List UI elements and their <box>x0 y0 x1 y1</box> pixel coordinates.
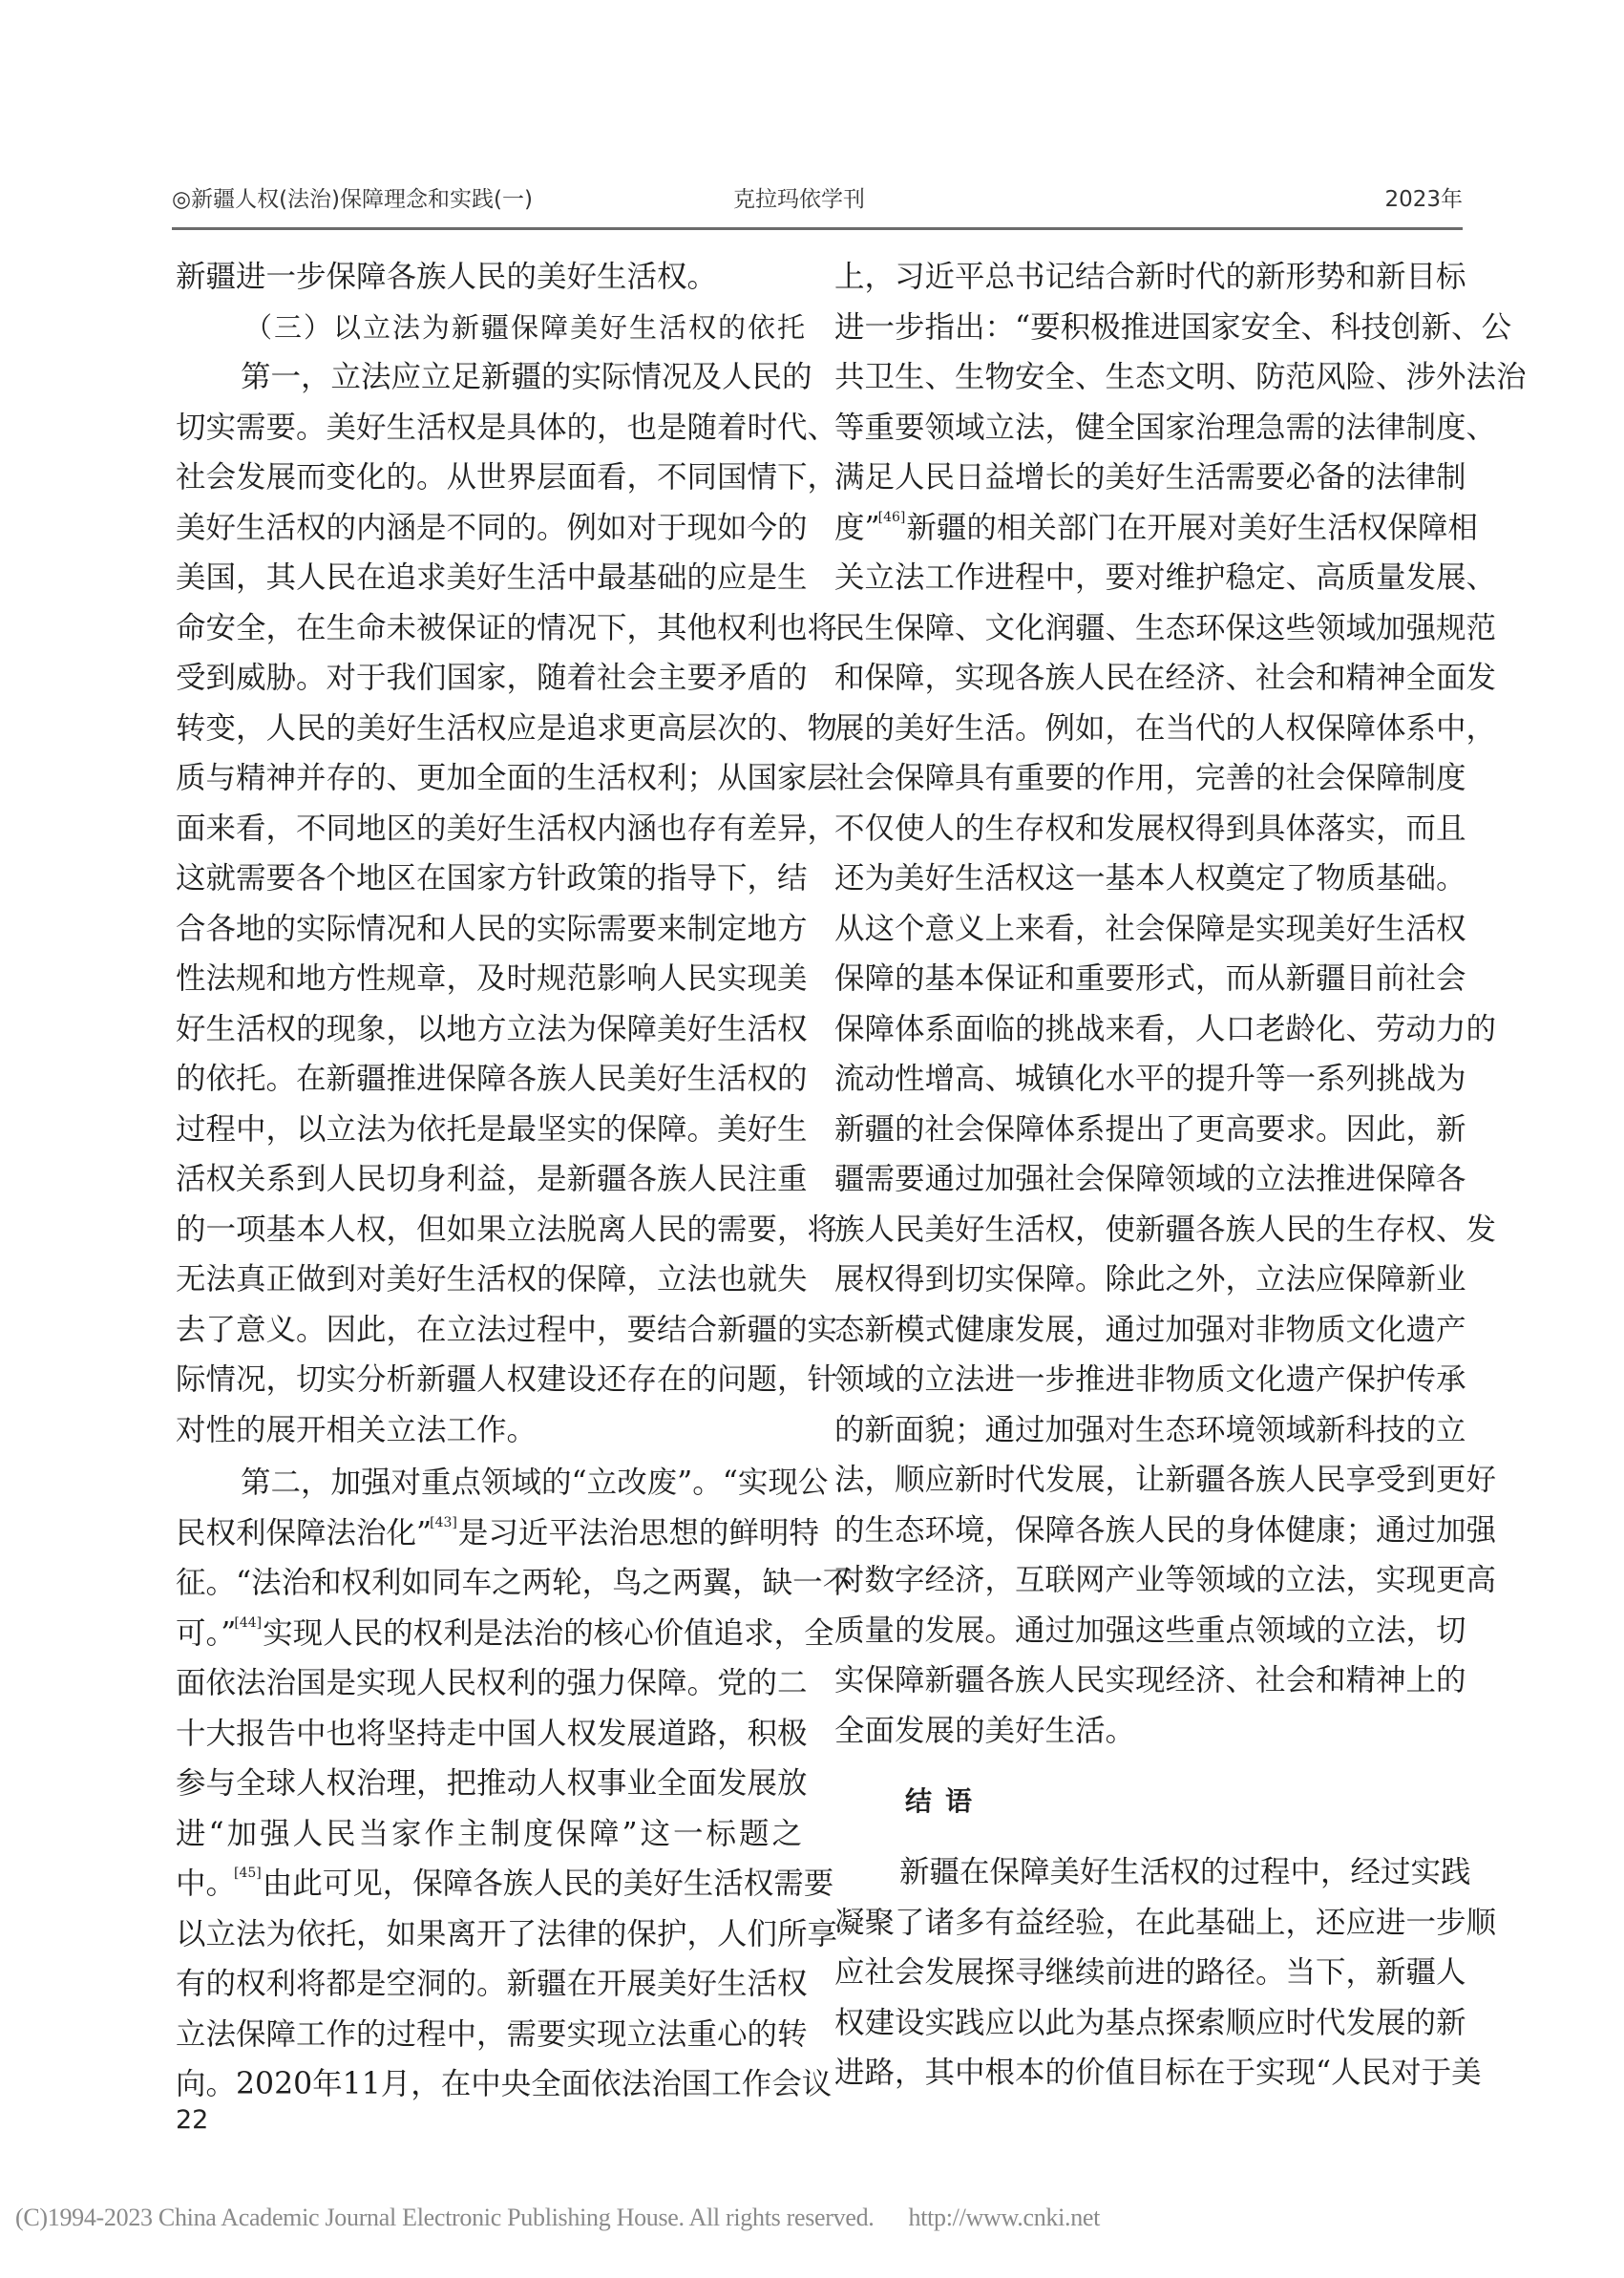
body-line: 进一步指出：“要积极推进国家安全、科技创新、公 <box>834 309 1512 345</box>
body-line: 族人民美好生活权，使新疆各族人民的生存权、发 <box>834 1212 1497 1247</box>
body-line: 对性的展开相关立法工作。 <box>176 1412 538 1447</box>
body-line: 好生活权的现象，以地方立法为保障美好生活权 <box>176 1011 808 1046</box>
citation-45[interactable]: [45] <box>234 1866 262 1881</box>
body-line: 共卫生、生物安全、生态文明、防范风险、涉外法治 <box>834 360 1527 394</box>
body-line: 面来看，不同地区的美好生活权内涵也存有差异， <box>176 811 838 846</box>
cnki-link[interactable]: http://www.cnki.net <box>908 2204 1101 2231</box>
body-line: 有的权利将都是空洞的。新疆在开展美好生活权 <box>176 1967 808 2001</box>
body-line: 疆需要通过加强社会保障领域的立法推进保障各 <box>834 1162 1466 1196</box>
body-line: 上，习近平总书记结合新时代的新形势和新目标 <box>834 260 1466 294</box>
body-line: 合各地的实际情况和人民的实际需要来制定地方 <box>176 911 808 946</box>
body-line: 命安全，在生命未被保证的情况下，其他权利也将 <box>176 610 838 645</box>
body-line: 态新模式健康发展，通过加强对非物质文化遗产 <box>834 1312 1466 1347</box>
body-line: 展权得到切实保障。除此之外，立法应保障新业 <box>834 1262 1466 1297</box>
body-line-with-citation <box>176 1859 834 1909</box>
body-line: 新疆的社会保障体系提出了更高要求。因此，新 <box>834 1111 1466 1147</box>
body-line: 第二，加强对重点领域的“立改废”。“实现公 <box>241 1466 829 1500</box>
body-line: 参与全球人权治理，把推动人权事业全面发展放 <box>176 1766 808 1801</box>
subsection-heading: （三）以立法为新疆保障美好生活权的依托 <box>244 310 808 344</box>
body-line: 去了意义。因此，在立法过程中，要结合新疆的实 <box>176 1312 838 1347</box>
body-line: 权建设实践应以此为基点探索顺应时代发展的新 <box>834 2005 1466 2040</box>
journal-name: 克拉玛依学刊 <box>733 187 865 212</box>
body-line: 全面发展的美好生活。 <box>834 1713 1136 1748</box>
publication-year: 2023年 <box>1384 187 1463 212</box>
body-line: 进“加强人民当家作主制度保障”这一标题之 <box>176 1816 802 1851</box>
body-line: 领域的立法进一步推进非物质文化遗产保护传承 <box>834 1362 1466 1397</box>
body-line: 新疆在保障美好生活权的过程中，经过实践 <box>899 1855 1471 1889</box>
header-rule <box>172 227 1463 230</box>
body-line: 从这个意义上来看，社会保障是实现美好生活权 <box>834 911 1466 946</box>
body-line: 还为美好生活权这一基本人权奠定了物质基础。 <box>834 861 1466 896</box>
right-column <box>834 252 1527 2099</box>
page-number: 22 <box>176 2105 209 2135</box>
body-line: 性法规和地方性规章，及时规范影响人民实现美 <box>176 961 808 996</box>
body-line: 的依托。在新疆推进保障各族人民美好生活权的 <box>176 1062 808 1096</box>
body-line: 向。2020年11月，在中央全面依法治国工作会议 <box>176 2067 833 2101</box>
body-line: 转变，人民的美好生活权应是追求更高层次的、物 <box>176 710 838 746</box>
body-line: 展的美好生活。例如，在当代的人权保障体系中， <box>834 710 1497 746</box>
body-line: 进路，其中根本的价值目标在于实现“人民对于美 <box>834 2056 1482 2090</box>
running-header <box>172 181 1463 216</box>
line-text: 实现人民的权利是法治的核心价值追求，全 <box>263 1615 834 1651</box>
body-line: 以立法为依托，如果离开了法律的保护，人们所享 <box>176 1916 838 1951</box>
body-line: 实保障新疆各族人民实现经济、社会和精神上的 <box>834 1663 1466 1698</box>
body-line: 和保障，实现各族人民在经济、社会和精神全面发 <box>834 661 1497 695</box>
body-line: 法，顺应新时代发展，让新疆各族人民享受到更好 <box>834 1463 1497 1497</box>
body-line: 面依法治国是实现人民权利的强力保障。党的二 <box>176 1666 808 1700</box>
body-line: 征。“法治和权利如同车之两轮，鸟之两翼，缺一不 <box>176 1566 854 1600</box>
line-text: 度” <box>834 510 880 545</box>
citation-46[interactable]: [46] <box>877 509 906 525</box>
body-line: 美好生活权的内涵是不同的。例如对于现如今的 <box>176 510 808 545</box>
copyright-notice <box>15 2204 1100 2232</box>
body-line: 保障的基本保证和重要形式，而从新疆目前社会 <box>834 961 1466 996</box>
line-text: 由此可见，保障各族人民的美好生活权需要 <box>262 1867 834 1901</box>
line-text: 民权利保障法治化” <box>176 1515 432 1550</box>
body-line: 社会发展而变化的。从世界层面看，不同国情下， <box>176 460 838 495</box>
body-line: 满足人民日益增长的美好生活需要必备的法律制 <box>834 460 1466 495</box>
body-line: 凝聚了诸多有益经验，在此基础上，还应进一步顺 <box>834 1905 1497 1940</box>
line-text: 新疆的相关部门在开展对美好生活权保障相 <box>906 510 1478 545</box>
line-text: 是习近平法治思想的鲜明特 <box>457 1515 819 1550</box>
series-title: ◎新疆人权(法治)保障理念和实践(一) <box>172 187 533 212</box>
body-line: 的一项基本人权，但如果立法脱离人民的需要，将 <box>176 1212 838 1247</box>
body-line: 美国，其人民在追求美好生活中最基础的应是生 <box>176 560 808 595</box>
body-line-with-citation <box>834 503 1478 554</box>
body-line: 受到威胁。对于我们国家，随着社会主要矛盾的 <box>176 661 808 695</box>
copyright-text: (C)1994-2023 China Academic Journal Electronic Publishing House. All rights reserved. <box>15 2204 875 2231</box>
body-line: 切实需要。美好生活权是具体的，也是随着时代、 <box>176 410 838 445</box>
body-line: 保障体系面临的挑战来看，人口老龄化、劳动力的 <box>834 1011 1497 1046</box>
body-line: 的生态环境，保障各族人民的身体健康；通过加强 <box>834 1512 1497 1548</box>
line-text: 中。 <box>176 1867 237 1901</box>
body-line: 这就需要各个地区在国家方针政策的指导下，结 <box>176 861 808 896</box>
body-line: 社会保障具有重要的作用，完善的社会保障制度 <box>834 761 1466 795</box>
line-text: 可。” <box>176 1615 237 1651</box>
body-line: 关立法工作进程中，要对维护稳定、高质量发展、 <box>834 560 1497 595</box>
body-line: 立法保障工作的过程中，需要实现立法重心的转 <box>176 2016 808 2052</box>
body-line: 际情况，切实分析新疆人权建设还存在的问题，针 <box>176 1362 838 1397</box>
body-line: 无法真正做到对美好生活权的保障，立法也就失 <box>176 1262 808 1297</box>
body-line: 流动性增高、城镇化水平的提升等一系列挑战为 <box>834 1062 1466 1096</box>
body-line-with-citation <box>176 1508 819 1559</box>
body-line: 新疆进一步保障各族人民的美好生活权。 <box>176 260 718 294</box>
body-line: 质量的发展。通过加强这些重点领域的立法，切 <box>834 1613 1466 1648</box>
body-line: 应社会发展探寻继续前进的路径。当下，新疆人 <box>834 1955 1466 1990</box>
body-line: 等重要领域立法，健全国家治理急需的法律制度、 <box>834 410 1497 445</box>
body-line: 不仅使人的生存权和发展权得到具体落实，而且 <box>834 811 1466 846</box>
left-column <box>176 252 854 2110</box>
body-line: 对数字经济，互联网产业等领域的立法，实现更高 <box>834 1563 1497 1597</box>
body-line: 过程中，以立法为依托是最坚实的保障。美好生 <box>176 1111 808 1147</box>
body-line: 活权关系到人民切身利益，是新疆各族人民注重 <box>176 1162 808 1196</box>
citation-44[interactable]: [44] <box>234 1614 263 1631</box>
body-line: 质与精神并存的、更加全面的生活权利；从国家层 <box>176 761 838 795</box>
body-line: 民生保障、文化润疆、生态环保这些领域加强规范 <box>834 610 1497 645</box>
body-line-with-citation <box>176 1609 834 1659</box>
citation-43[interactable]: [43] <box>430 1514 457 1530</box>
body-line: 的新面貌；通过加强对生态环境领域新科技的立 <box>834 1412 1466 1447</box>
section-heading-conclusion: 结语 <box>905 1785 986 1817</box>
body-line: 第一，立法应立足新疆的实际情况及人民的 <box>241 360 812 394</box>
body-line: 十大报告中也将坚持走中国人权发展道路，积极 <box>176 1716 808 1751</box>
